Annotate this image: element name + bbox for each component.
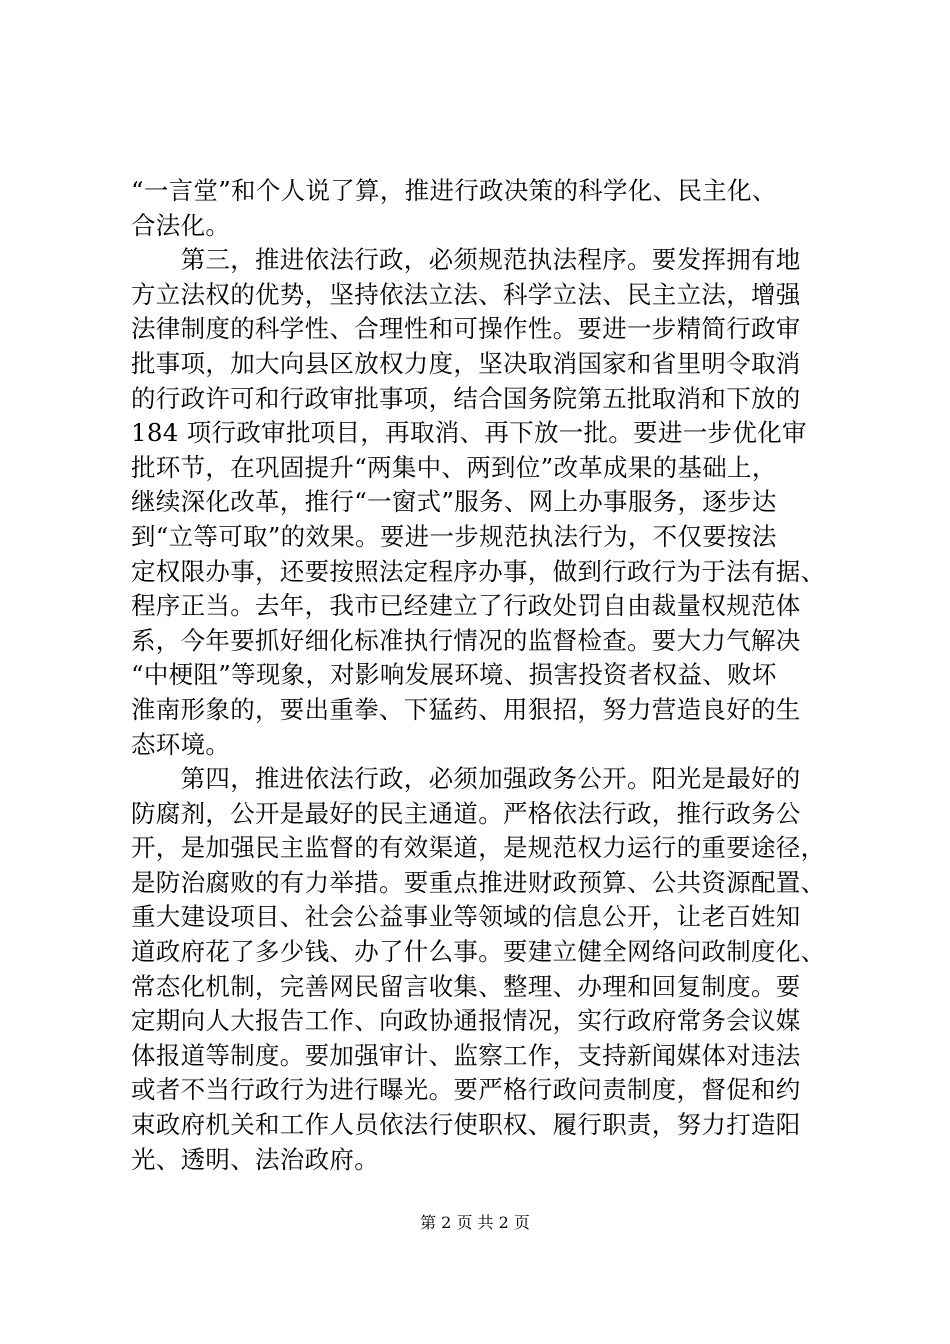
text-line: 批环节，在巩固提升“两集中、两到位”改革成果的基础上，: [131, 452, 777, 482]
paragraph-start-line: 第三，推进依法行政，必须规范执法程序。要发挥拥有地: [131, 245, 801, 275]
text-line: 或者不当行政行为进行曝光。要严格行政问责制度，督促和约: [131, 1075, 801, 1105]
text-line: 防腐剂，公开是最好的民主通道。严格依法行政，推行政务公: [131, 798, 801, 828]
text-line: 淮南形象的，要出重拳、下猛药、用狠招，努力营造良好的生: [131, 694, 801, 724]
text-line: 系，今年要抓好细化标准执行情况的监督检查。要大力气解决: [131, 625, 801, 655]
body-text: [131, 174, 831, 1177]
text-line: 法律制度的科学性、合理性和可操作性。要进一步精简行政审: [131, 314, 801, 344]
text-line: 方立法权的优势，坚持依法立法、科学立法、民主立法，增强: [131, 279, 801, 309]
text-line: “中梗阻”等现象，对影响发展环境、损害投资者权益、败坏: [131, 660, 777, 690]
text-line: 定权限办事，还要按照法定程序办事，做到行政行为于法有据、: [131, 556, 826, 586]
text-line: 束政府机关和工作人员依法行使职权、履行职责，努力打造阳: [131, 1110, 801, 1140]
text-line: 到“立等可取”的效果。要进一步规范执法行为，不仅要按法: [131, 521, 777, 551]
text-line: 态环境。: [131, 729, 231, 759]
text-line: 体报道等制度。要加强审计、监察工作，支持新闻媒体对违法: [131, 1040, 801, 1070]
page-number-footer: 第 2 页 共 2 页: [420, 1213, 530, 1232]
text-line: “一言堂”和个人说了算，推进行政决策的科学化、民主化、: [131, 176, 777, 205]
text-line: 程序正当。去年，我市已经建立了行政处罚自由裁量权规范体: [131, 591, 801, 621]
text-line: 重大建设项目、社会公益事业等领域的信息公开，让老百姓知: [131, 902, 801, 932]
paragraph-start-line: 第四，推进依法行政，必须加强政务公开。阳光是最好的: [131, 764, 801, 794]
text-line: 开，是加强民主监督的有效渠道，是规范权力运行的重要途径，: [131, 833, 826, 863]
text-line: 的行政许可和行政审批事项，结合国务院第五批取消和下放的: [131, 383, 801, 413]
text-line: 184 项行政审批项目，再取消、再下放一批。要进一步优化审: [131, 418, 807, 448]
text-line: 常态化机制，完善网民留言收集、整理、办理和回复制度。要: [131, 971, 801, 1001]
text-line: 是防治腐败的有力举措。要重点推进财政预算、公共资源配置、: [131, 867, 826, 897]
text-line: 继续深化改革，推行“一窗式”服务、网上办事服务，逐步达: [131, 487, 777, 517]
text-line: 定期向人大报告工作、向政协通报情况，实行政府常务会议媒: [131, 1006, 801, 1036]
text-line: 合法化。: [131, 210, 231, 240]
text-line: 光、透明、法治政府。: [131, 1144, 379, 1174]
text-line: 批事项，加大向县区放权力度，坚决取消国家和省里明令取消: [131, 348, 801, 378]
text-line: 道政府花了多少钱、办了什么事。要建立健全网络问政制度化、: [131, 937, 826, 967]
